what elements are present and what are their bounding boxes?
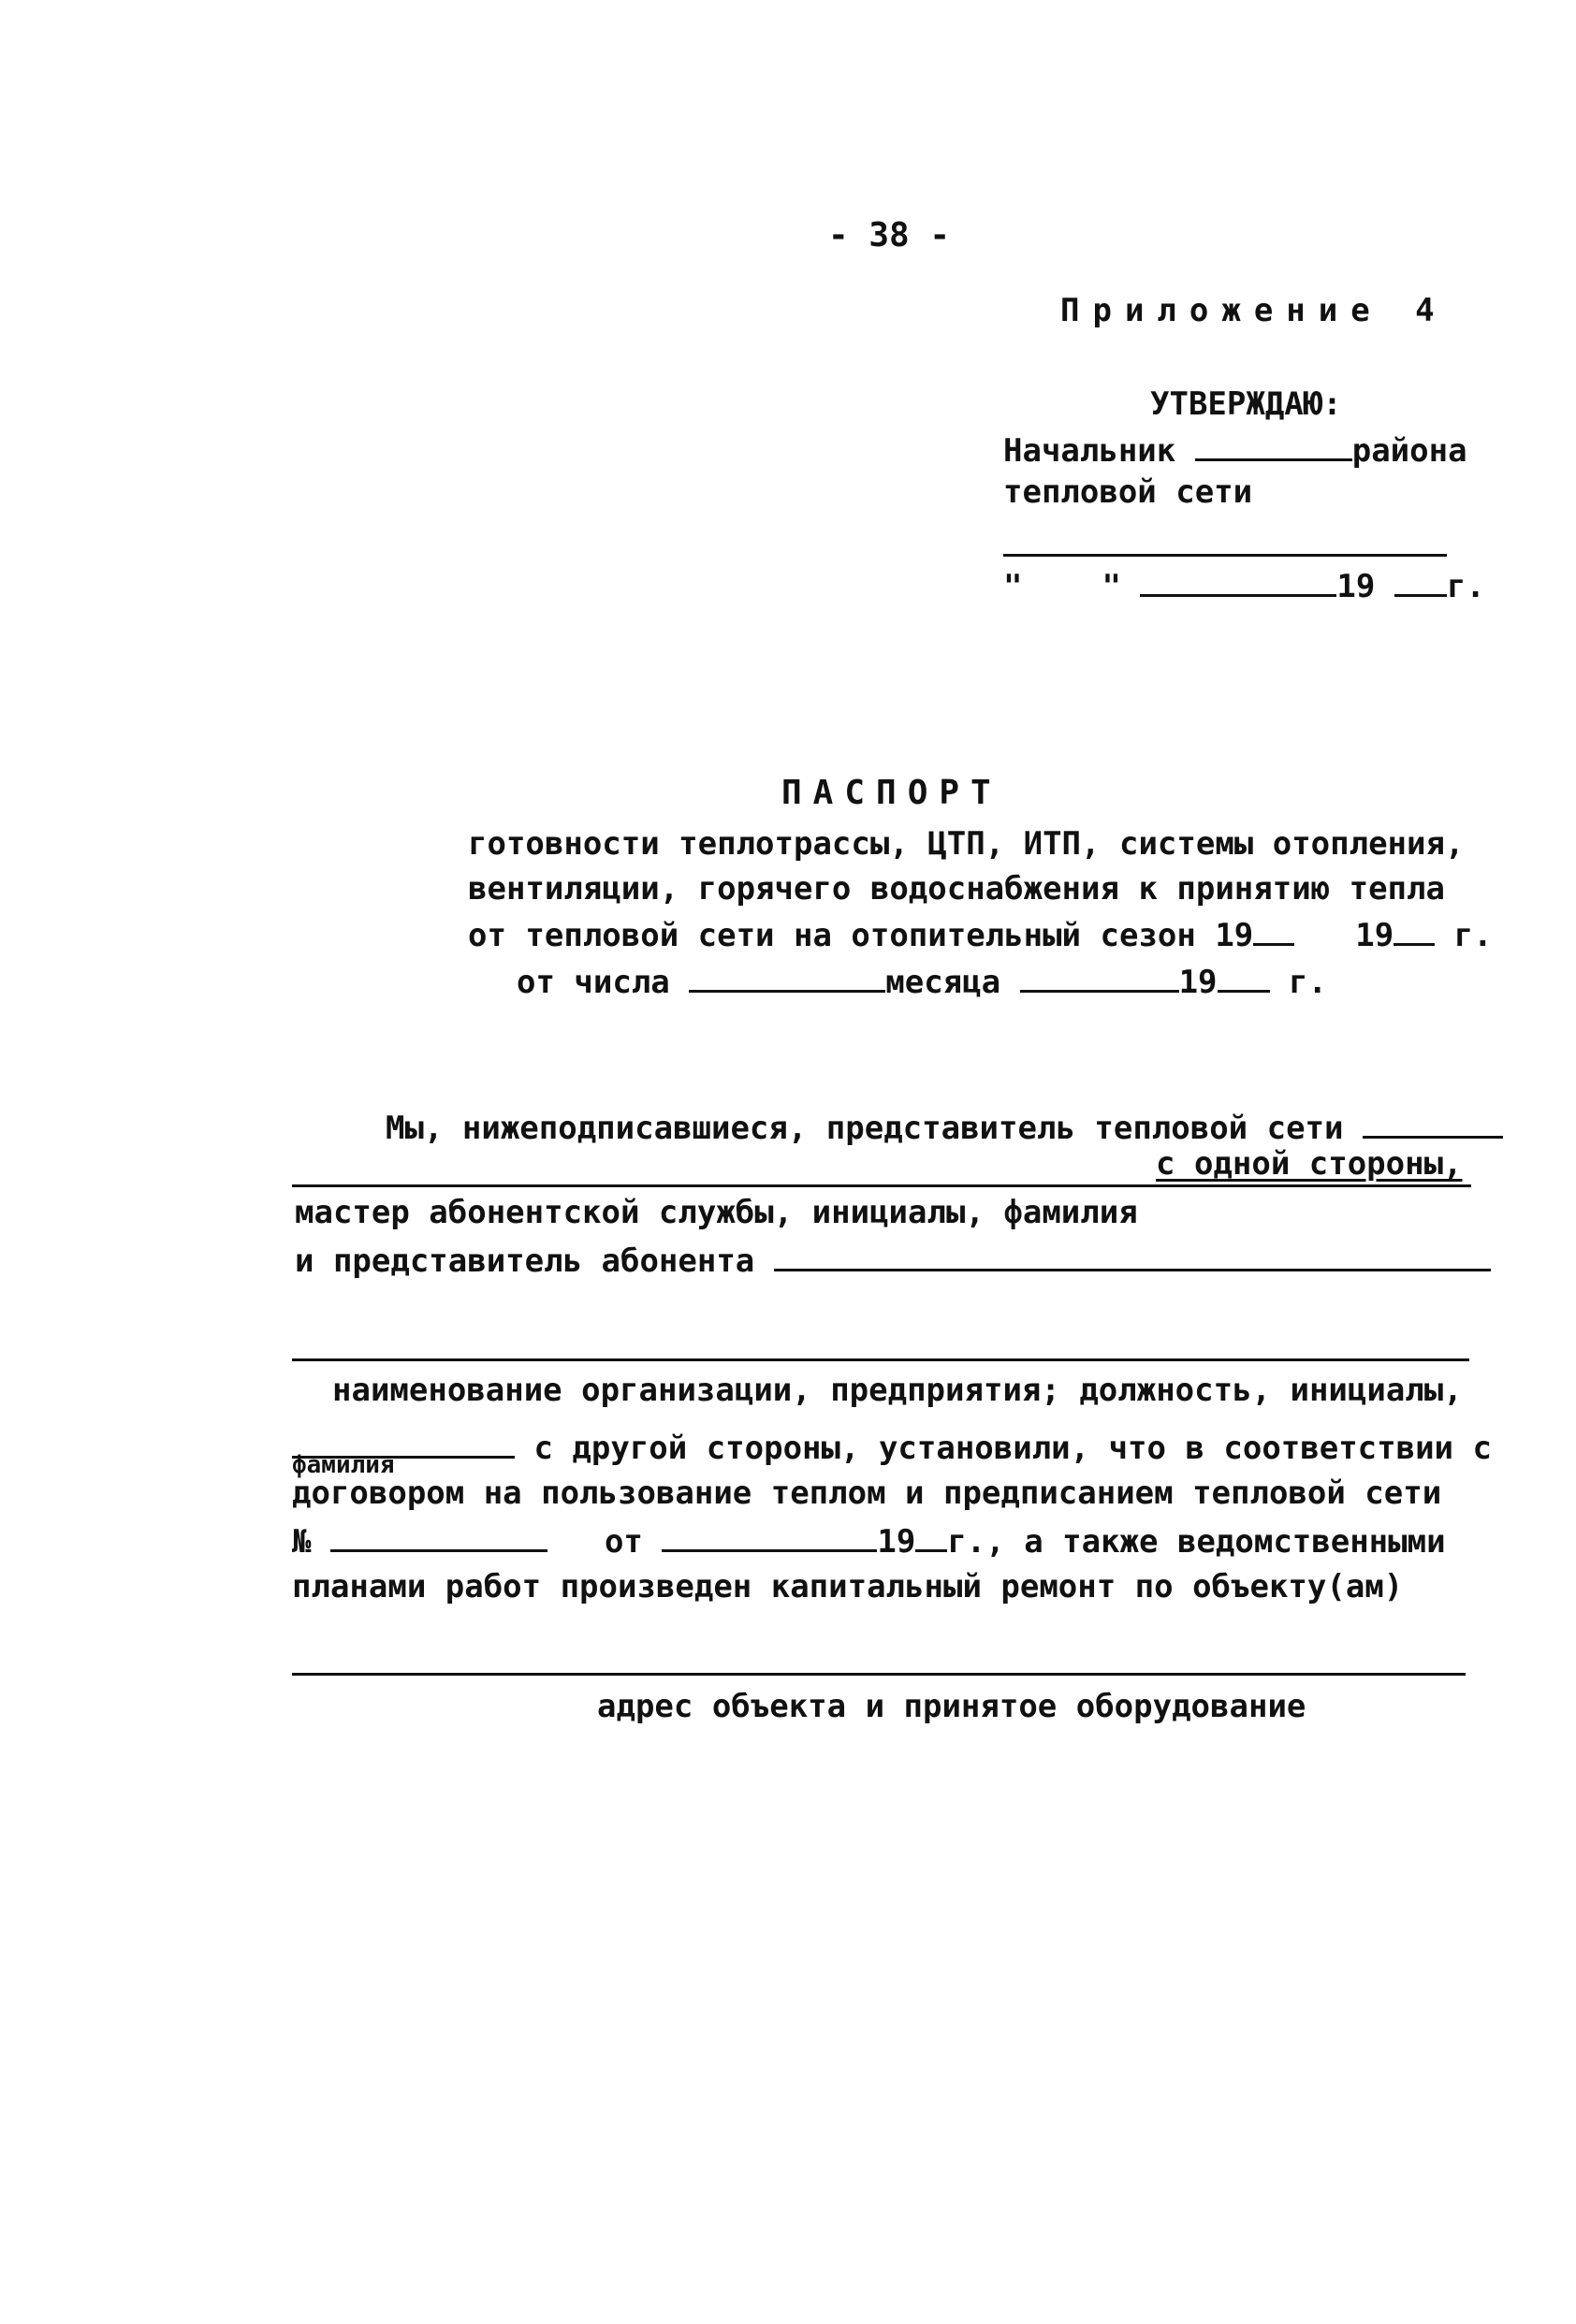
subscriber-blank bbox=[774, 1241, 1491, 1271]
season-blank-1 bbox=[1253, 915, 1294, 946]
departmental-text: г., а также ведомственными bbox=[947, 1523, 1446, 1561]
body-line-3 bbox=[295, 1241, 1491, 1280]
year-label: 19 bbox=[1178, 964, 1218, 1001]
signature-line bbox=[1003, 554, 1447, 557]
appendix-label: Приложение 4 bbox=[1060, 292, 1448, 329]
approval-district: района bbox=[1351, 432, 1467, 470]
approval-date-line bbox=[1003, 566, 1485, 605]
body-line-6 bbox=[292, 1521, 1446, 1561]
subscriber-rep: и представитель абонента bbox=[295, 1242, 755, 1280]
day-blank bbox=[689, 962, 885, 993]
season-blank-2 bbox=[1394, 915, 1435, 946]
caption-object-address: адрес объекта и принятое оборудование bbox=[597, 1688, 1306, 1725]
prescription-year: 19 bbox=[877, 1523, 916, 1561]
title-line-4 bbox=[517, 962, 1327, 1001]
body-line-1 bbox=[386, 1108, 1503, 1147]
title-line-3 bbox=[468, 915, 1493, 954]
passport-heading: ПАСПОРТ bbox=[781, 774, 1002, 812]
approval-chief: Начальник bbox=[1003, 432, 1176, 470]
title-line-2: вентиляции, горячего водоснабжения к принятию тепла bbox=[468, 870, 1445, 908]
caption-family: фамилия bbox=[292, 1451, 395, 1479]
from-day: от числа bbox=[517, 964, 670, 1001]
other-side-text: с другой стороны, установили, что в соответствии с bbox=[533, 1430, 1492, 1467]
month-blank bbox=[1020, 962, 1179, 993]
body-line-2: мастер абонентской службы, инициалы, фамилия bbox=[295, 1194, 1138, 1231]
from-label: от bbox=[604, 1523, 643, 1561]
signatories-text: Мы, нижеподписавшиеся, представитель тепловой сети bbox=[386, 1110, 1344, 1147]
approval-heading: УТВЕРЖДАЮ: bbox=[1150, 385, 1342, 423]
caption-organization: наименование организации, предприятия; должность, инициалы, bbox=[332, 1372, 1463, 1409]
prescription-date-blank bbox=[662, 1521, 877, 1552]
prescription-year-blank bbox=[915, 1521, 947, 1552]
season-year-2: 19 bbox=[1355, 917, 1394, 954]
body-line-7: планами работ произведен капитальный ремонт по объекту(ам) bbox=[292, 1568, 1404, 1605]
network-rep-blank bbox=[1363, 1108, 1503, 1139]
organization-line bbox=[292, 1358, 1469, 1361]
network-rep-line bbox=[292, 1184, 1471, 1187]
district-blank bbox=[1195, 430, 1352, 461]
month-label: месяца bbox=[885, 964, 1001, 1001]
title-line-1: готовности теплотрассы, ЦТП, ИТП, системы отопления, bbox=[468, 825, 1465, 863]
year-prefix: 19 bbox=[1336, 568, 1376, 605]
body-line-5: договором на пользование теплом и предписанием тепловой сети bbox=[292, 1474, 1442, 1512]
season-suffix: г. bbox=[1453, 917, 1493, 954]
year-suffix: г. bbox=[1446, 568, 1485, 605]
one-side-text: с одной стороны, bbox=[1156, 1145, 1463, 1183]
year-blank-title bbox=[1218, 962, 1270, 993]
approval-chief-line bbox=[1003, 430, 1467, 470]
body-line-4 bbox=[292, 1428, 1492, 1467]
number-sign: № bbox=[292, 1523, 312, 1561]
prescription-number-blank bbox=[330, 1521, 547, 1552]
approval-network: тепловой сети bbox=[1003, 473, 1253, 511]
object-address-line bbox=[292, 1673, 1466, 1676]
year-blank bbox=[1394, 566, 1447, 597]
year-suffix-title: г. bbox=[1289, 964, 1327, 1001]
date-blank bbox=[1140, 566, 1336, 597]
quote-close: " bbox=[1102, 568, 1121, 605]
season-text: от тепловой сети на отопительный сезон 19 bbox=[468, 917, 1254, 954]
quote-open: " bbox=[1003, 568, 1023, 605]
page-number: - 38 - bbox=[828, 216, 951, 254]
